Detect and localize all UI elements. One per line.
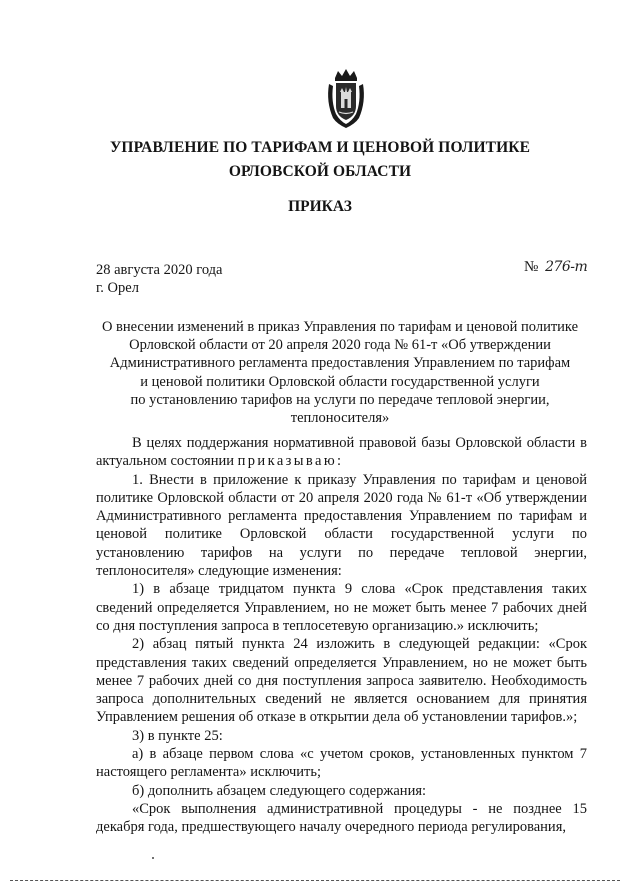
- body-paragraph: «Срок выполнения административной процедуры - не позднее 15 декабря года, предшествующего началу очередного периода регулирования,: [96, 800, 587, 836]
- subject-line: Орловской области от 20 апреля 2020 года № 61-т «Об утверждении: [129, 337, 551, 354]
- document-date: 28 августа 2020 года: [96, 262, 223, 278]
- organization-name-line1: УПРАВЛЕНИЕ ПО ТАРИФАМ И ЦЕНОВОЙ ПОЛИТИКЕ: [109, 139, 531, 156]
- body-paragraph: 1. Внести в приложение к приказу Управления по тарифам и ценовой политике Орловской области от 20 апреля 2020 года № 61-т «Об утверждении Административного регламента предоставления Управлением по тарифам и ценовой политике Орловской области государственной услуги по установлению тарифов на услуги по передаче тепловой энергии, теплоносителя» следующие изменения:: [96, 471, 587, 580]
- document-type: ПРИКАЗ: [288, 198, 352, 215]
- body-paragraph: а) в абзаце первом слова «с учетом сроков, установленных пунктом 7 настоящего регламента» исключить;: [96, 746, 587, 781]
- intro-text: В целях поддержания нормативной правовой базы Орловской области в актуальном состоянии: [96, 435, 587, 470]
- document-number: [524, 259, 587, 276]
- number-value-handwritten: 276-т: [545, 259, 588, 275]
- subject-line: по установлению тарифов на услуги по передаче тепловой энергии,: [130, 391, 550, 408]
- intro-paragraph: [96, 434, 587, 471]
- subject-line: Административного регламента предоставления Управлением по тарифам: [109, 355, 571, 372]
- subject-line: и ценовой политики Орловской области государственной услуги: [140, 373, 540, 390]
- body-paragraph: 2) абзац пятый пункта 24 изложить в следующей редакции: «Срок представления таких сведений определяется Управлением, но не может быть менее 7 рабочих дней со дня поступления запроса заявителю. Необходимость запроса дополнительных сведений не является основанием для принятия Управлением решения об отказе в открытии дела об установлении тарифов.»;: [96, 636, 587, 726]
- document-body: [96, 434, 587, 837]
- number-label: №: [524, 259, 539, 275]
- document-subject: [80, 318, 600, 427]
- body-paragraph: 1) в абзаце тридцатом пункта 9 слова «Срок представления таких сведений определяется Управлением, но не может быть менее 7 рабочих дней со дня поступления запроса в теплосетевую организацию.» исключить;: [96, 581, 587, 634]
- subject-line: теплоносителя»: [290, 410, 390, 427]
- document-city: г. Орел: [96, 280, 139, 296]
- organization-name-line2: ОРЛОВСКОЙ ОБЛАСТИ: [228, 163, 412, 180]
- intro-command: приказываю:: [237, 453, 344, 470]
- body-paragraph: б) дополнить абзацем следующего содержания:: [132, 782, 427, 799]
- page-edge-line: [10, 880, 620, 881]
- body-paragraph: 3) в пункте 25:: [132, 727, 223, 744]
- coat-of-arms-icon: [325, 68, 367, 130]
- subject-line: О внесении изменений в приказ Управления по тарифам и ценовой политике: [101, 319, 579, 335]
- scan-speck: [152, 857, 154, 859]
